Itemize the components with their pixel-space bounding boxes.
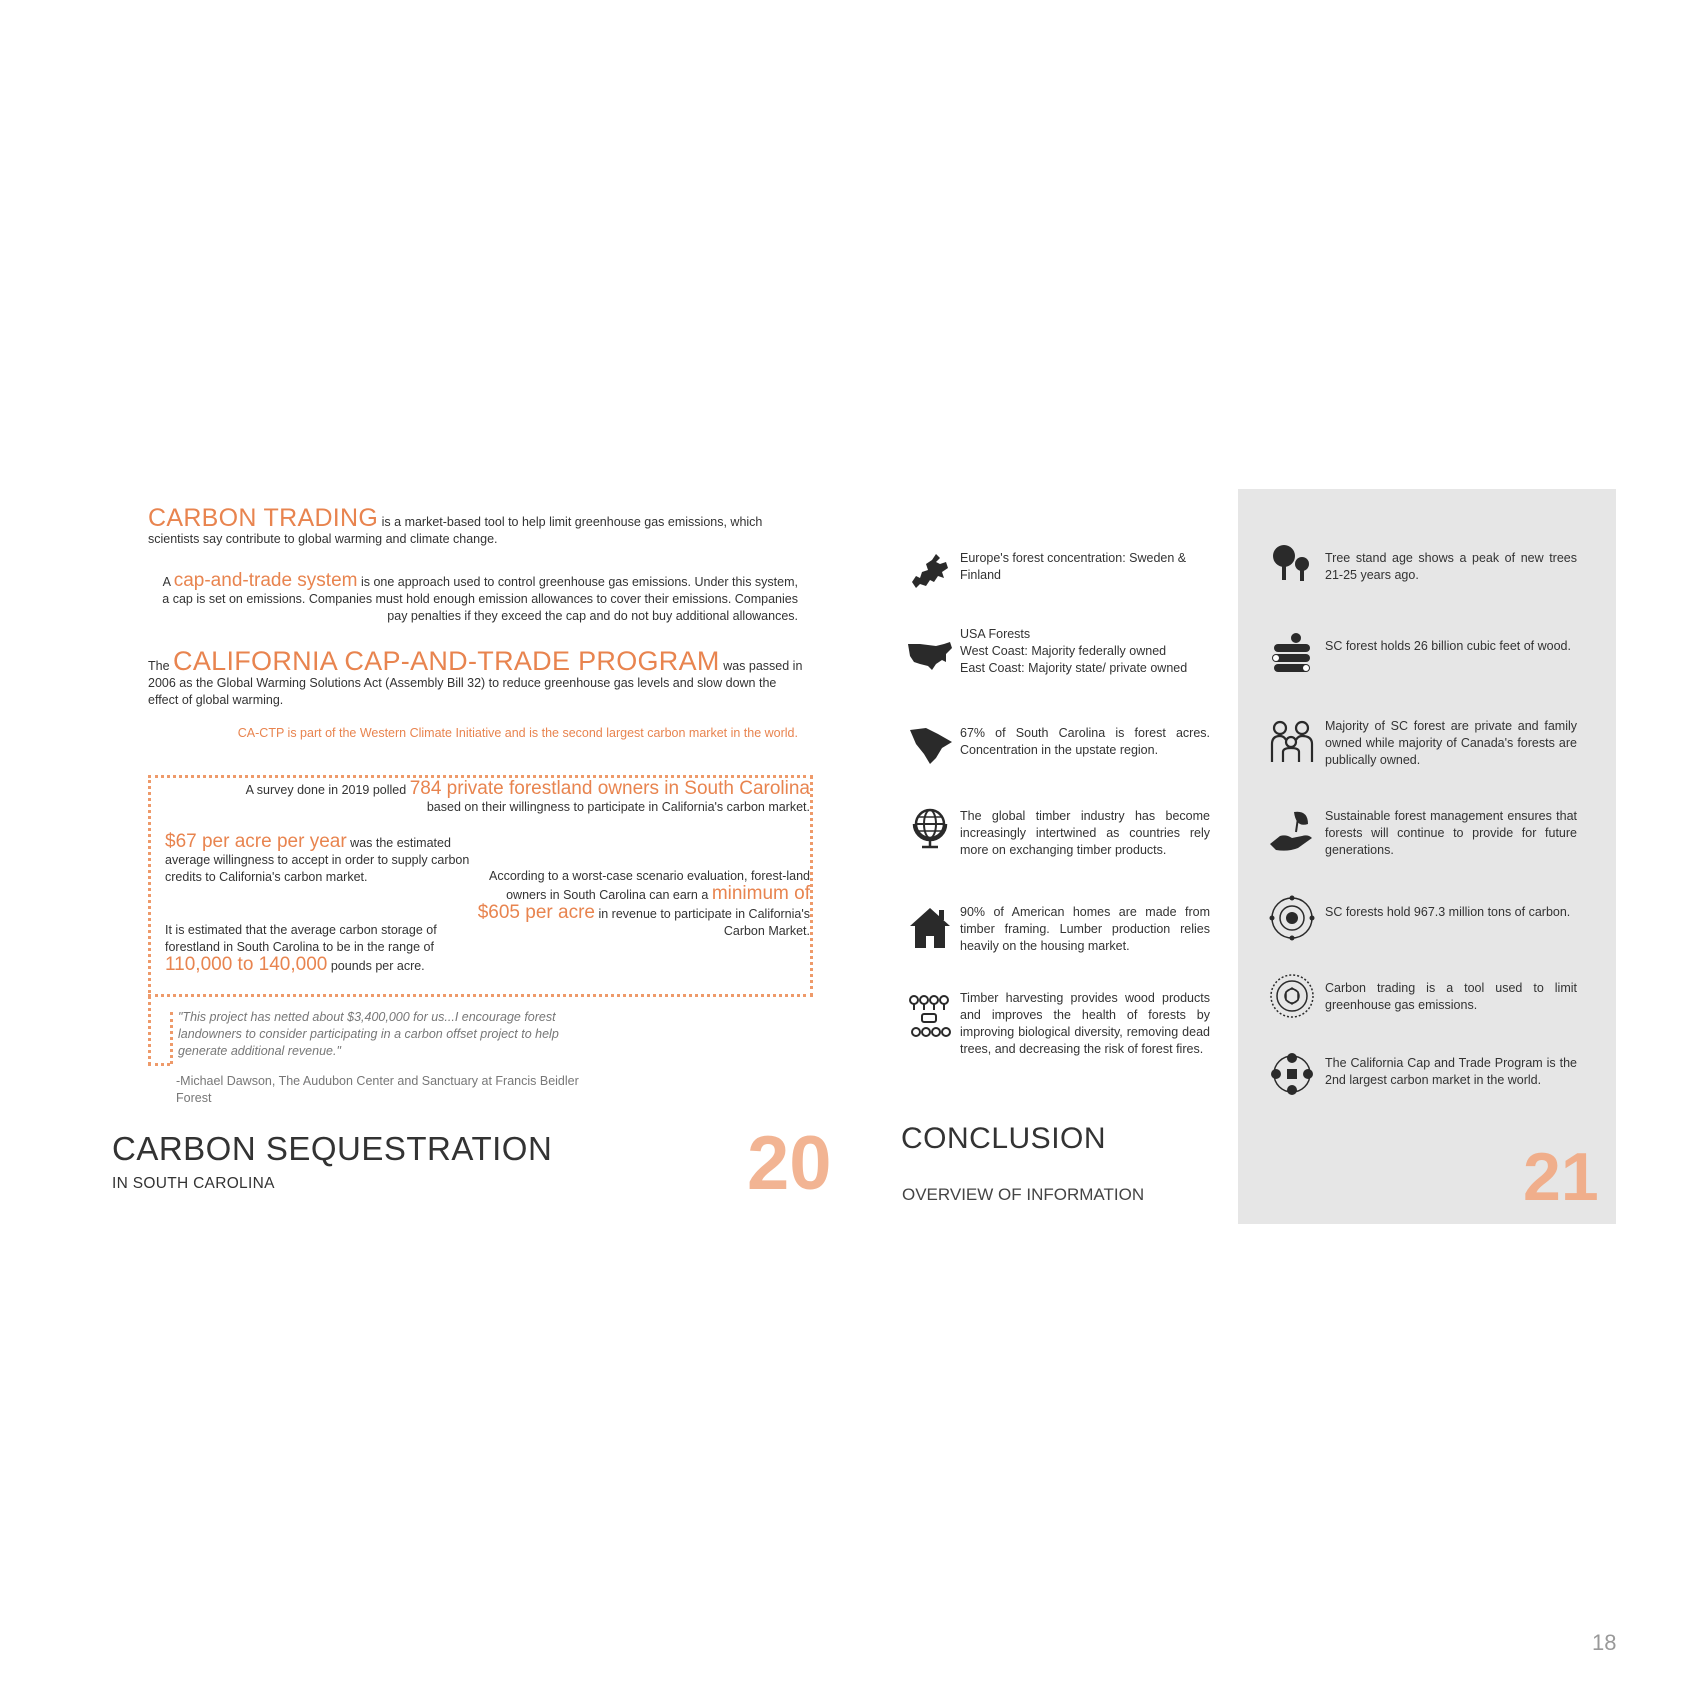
- worst-case-paragraph: [470, 868, 810, 940]
- globe-icon: [906, 804, 954, 852]
- carbon-trading-heading: CARBON TRADING: [148, 504, 379, 532]
- house-icon: [906, 904, 954, 952]
- worst-case-text: According to a worst-case scenario evaluation, forest-land owners in South Carolina can earn a: [489, 869, 810, 902]
- page-title: CARBON SEQUESTRATION: [112, 1130, 553, 1167]
- timber-harvest-icon: [906, 992, 954, 1040]
- fact-text: Timber harvesting provides wood products and improves the health of forests by improving biological diversity, removing dead trees, and decreasing the risk of forest fires.: [960, 991, 1210, 1056]
- california-program-text: was passed in 2006 as the Global Warming Solutions Act (Assembly Bill 32) to reduce greenhouse gas levels and slow down the effect of global warming.: [148, 659, 803, 707]
- cap-and-trade-text: is one approach used to control greenhouse gas emissions. Under this system, a cap is set on emissions. Companies must hold enough emission allowances to cover their emissions. Companies pay penalties if they exceed the cap and do not buy additional allowances.: [162, 575, 798, 623]
- fact-text: Sustainable forest management ensures that forests will continue to provide for future generations.: [1325, 809, 1577, 857]
- worst-case-suffix: in revenue to participate in California's Carbon Market.: [598, 907, 810, 938]
- storage-highlight: 110,000 to 140,000: [165, 954, 328, 975]
- dotted-line: [148, 775, 151, 1065]
- carbon-trading-text: is a market-based tool to help limit greenhouse gas emissions, which scientists say contribute to global warming and climate change.: [148, 515, 763, 546]
- storage-text: It is estimated that the average carbon storage of forestland in South Carolina to be in the range of: [165, 923, 437, 954]
- cap-and-trade-prefix: A: [162, 575, 171, 589]
- fact-text: Tree stand age shows a peak of new trees 21-25 years ago.: [1325, 551, 1577, 582]
- dotted-line: [148, 1063, 170, 1066]
- testimonial-quote: "This project has netted about $3,400,000 for us...I encourage forest landowners to consider participating in a carbon offset project to help generate additional revenue.": [178, 1010, 559, 1058]
- dotted-line: [170, 1012, 173, 1064]
- page-number: 20: [747, 1121, 832, 1206]
- survey-prefix: A survey done in 2019 polled: [245, 783, 407, 797]
- conclusion-subtitle: OVERVIEW OF INFORMATION: [902, 1185, 1145, 1204]
- testimonial-author: -Michael Dawson, The Audubon Center and Sanctuary at Francis Beidler Forest: [176, 1074, 579, 1105]
- fact-text: USA Forests West Coast: Majority federally owned East Coast: Majority state/ private owned: [960, 627, 1188, 675]
- california-program-prefix: The: [148, 659, 170, 673]
- carbon-atom-icon: [1268, 894, 1316, 942]
- storage-paragraph: [165, 922, 470, 975]
- carbon-trading-paragraph: [148, 504, 808, 548]
- cap-and-trade-highlight: cap-and-trade system: [173, 570, 358, 591]
- fact-text: The California Cap and Trade Program is the 2nd largest carbon market in the world.: [1325, 1056, 1577, 1087]
- fact-text: 67% of South Carolina is forest acres. Concentration in the upstate region.: [960, 726, 1210, 757]
- conclusion-title: CONCLUSION: [901, 1122, 1107, 1155]
- hand-leaf-icon: [1268, 806, 1316, 854]
- fact-text: The global timber industry has become increasingly intertwined as countries rely more on exchanging timber products.: [960, 809, 1210, 857]
- fact-text: Europe's forest concentration: Sweden & Finland: [960, 551, 1187, 582]
- fact-text: Carbon trading is a tool used to limit greenhouse gas emissions.: [1325, 981, 1577, 1012]
- worst-case-highlight: minimum of $605 per acre: [477, 883, 810, 923]
- fact-text: Majority of SC forest are private and family owned while majority of Canada's forests are publically owned.: [1325, 719, 1577, 767]
- california-program-paragraph: [148, 646, 808, 709]
- south-carolina-map-icon: [906, 720, 954, 768]
- page-subtitle: IN SOUTH CAROLINA: [112, 1175, 275, 1192]
- survey-suffix: based on their willingness to participate in California's carbon market.: [426, 800, 810, 814]
- storage-suffix: pounds per acre.: [330, 959, 425, 973]
- network-icon: [1268, 1050, 1316, 1098]
- wta-highlight: $67 per acre per year: [165, 831, 347, 852]
- carbon-seal-icon: [1268, 972, 1316, 1020]
- fact-text: 90% of American homes are made from timber framing. Lumber production relies heavily on the housing market.: [960, 905, 1210, 953]
- cap-and-trade-paragraph: [160, 572, 798, 625]
- wta-text: was the estimated average willingness to accept in order to supply carbon credits to California's carbon market.: [165, 836, 470, 884]
- survey-paragraph: [170, 780, 810, 816]
- survey-highlight: 784 private forestland owners in South Carolina: [409, 778, 810, 799]
- usa-map-icon: [906, 630, 954, 678]
- california-program-heading: CALIFORNIA CAP-AND-TRADE PROGRAM: [173, 646, 720, 676]
- folio-number: 18: [1592, 1630, 1617, 1655]
- fact-text: SC forest holds 26 billion cubic feet of wood.: [1325, 639, 1571, 653]
- trees-icon: [1268, 540, 1316, 588]
- ca-ctp-note: CA-CTP is part of the Western Climate Initiative and is the second largest carbon market in the world.: [237, 726, 798, 740]
- wood-logs-icon: [1268, 630, 1316, 678]
- europe-map-icon: [906, 546, 954, 594]
- family-icon: [1268, 718, 1316, 766]
- fact-text: SC forests hold 967.3 million tons of carbon.: [1325, 905, 1571, 919]
- page-number: 21: [1523, 1139, 1599, 1215]
- wta-paragraph: [165, 833, 470, 886]
